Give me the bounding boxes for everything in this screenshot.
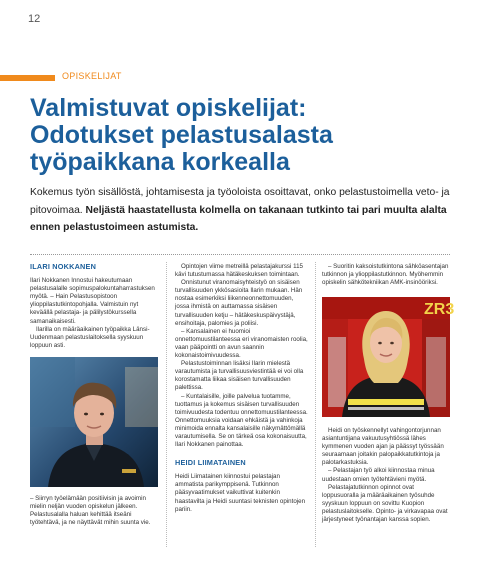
ingress	[30, 184, 460, 237]
section-accent-bar	[0, 75, 55, 81]
divider	[30, 254, 450, 255]
column-divider-2	[315, 262, 316, 547]
headline-line-1: Valmistuvat opiskelijat:	[30, 94, 307, 122]
col3-paragraph-4: Pelastajatutkinnon opinnot ovat loppusuoralla ja määräaikainen työsuhde syyskuun loppuun on sovittu Kuopion pelastuslaitokselle. Opinto- ja virkavapaa ovat järjestyneet työnantajan kanssa sopien.	[322, 483, 448, 524]
page-number: 12	[28, 13, 41, 25]
col2-paragraph-1: Opintojen viime metreillä pelastajakurssi 115 kävi tutustumassa hätäkeskuksen toimintaan.	[175, 263, 303, 279]
column-3-top	[322, 263, 451, 287]
col3-paragraph-1: – Suoritin kaksoistutkintona sähköasentajan tutkinnon ja ylioppilastutkinnon. Myöhemmin opiskelin sähkötekniikan AMK-insinööriksi.	[322, 263, 449, 287]
truck-lettering: ZR3	[424, 301, 455, 318]
col1-paragraph-2: Ilarilla on määräaikainen työpaikka Länsi-Uudenmaan pelastuslaitoksella syyskuun loppuun asti.	[30, 325, 150, 349]
col2-paragraph-5: – Kuntalaisille, joille palvelua tuotamme, tuottamus ja kokemus sisäisen turvallisuuden toimivuudesta todentuu onnettomuustilanteessa. Onnettomuuksia voidaan ehkäistä ja vahinkoja minimoida ennalta kansalaisille näkymättömällä varautumisella. Se on tärkeä osa kokonaisuutta, Ilari Nokkanen painottaa.	[175, 392, 308, 449]
column-3-bottom	[322, 427, 451, 524]
col2-paragraph-4: Pelastustoiminnan lisäksi Ilarin mielestä varautumista ja turvallisuusviestintää ei voi olla korostamatta liikaa sisäisen turvallisuuden palettissa.	[175, 360, 304, 392]
column-divider-1	[166, 262, 167, 547]
ilari-heading: ILARI NOKKANEN	[30, 262, 97, 271]
col2-paragraph-3: – Kansalainen ei huomioi onnettomuustilanteessa eri viranomaisten roolia, vaan pääpointti on avun saannin kokonaistoimivuudessa.	[175, 327, 308, 360]
column-2	[175, 263, 309, 514]
ilari-portrait-image	[30, 357, 158, 487]
column-1-top	[30, 263, 157, 350]
heidi-photo	[322, 297, 455, 417]
heidi-heading: HEIDI LIIMATAINEN	[175, 458, 246, 468]
headline-line-3: työpaikkana korkealla	[30, 148, 290, 176]
col1-paragraph-1: Ilari Nokkanen Innostui hakeutumaan pelastusalalle sopimuspalokuntaharrastuksen myötä. – Hain Pelastusopistoon ylioppilastutkintopohjalla. Valmistuin nyt keväällä pelastaja- ja pälilystökurssella samanaikaisesti.	[30, 277, 155, 325]
ingress-bold: Neljästä haastatellusta kolmella on takanaan tutkinto tai pari muulta alalta ennen pelastustoimeen astumista.	[30, 204, 447, 233]
headline-line-2: Odotukset pelastusalasta	[30, 121, 333, 149]
col3-paragraph-2: Heidi on työskennellyt vahingontorjunnan asiantuntijana vakuutusyhtiössä lähes kymmenen vuoden ajan ja päässyt työssään seuraamaan joitakin palopaikkatutkintoja ja palotarkastuksia.	[322, 427, 444, 467]
col2-paragraph-2: Onnistunut viranomaisyhteistyö on sisäisen turvallisuuden ykkösasioita Ilarin mukaan. Hän nostaa esimerkiksi liikenneonnettomuuden, jossa ihmistä on auttamassa sisäisen turvallisuuden ketju – hätäkeskuspäivystäjä, ensihoitaja, palomies ja poliisi.	[175, 279, 303, 327]
heidi-portrait-image	[322, 297, 455, 417]
ilari-photo	[30, 357, 158, 487]
col1-paragraph-3: – Siirryn työelämään positiivisin ja avoimin mielin neljän vuoden opiskelun jälkeen. Pelastusalalla haluan kehittää itseäni työtehtävä, ja ne näyttävät mihin suunta vie.	[30, 495, 151, 527]
headline	[30, 95, 460, 176]
col2-paragraph-6: Heidi Liimatainen kiinnostui pelastajan ammatista parikymppisenä. Tutkinnon pääsyvaatimukset vaikuttivat kuitenkin haastavilta ja Heidi suuntasi teknisten opintojen pariin.	[175, 473, 306, 513]
column-1-bottom	[30, 495, 157, 527]
col3-paragraph-3: – Pelastajan työ alkoi kiinnostaa minua uudestaan omien työtehtävieni myötä.	[322, 467, 435, 483]
section-tag: OPISKELIJAT	[62, 71, 122, 81]
ingress-normal: Kokemus työn sisällöstä, johtamisesta ja työoloista osoittavat, onko pelastustoimella veto- ja pitovoimaa.	[30, 187, 450, 216]
